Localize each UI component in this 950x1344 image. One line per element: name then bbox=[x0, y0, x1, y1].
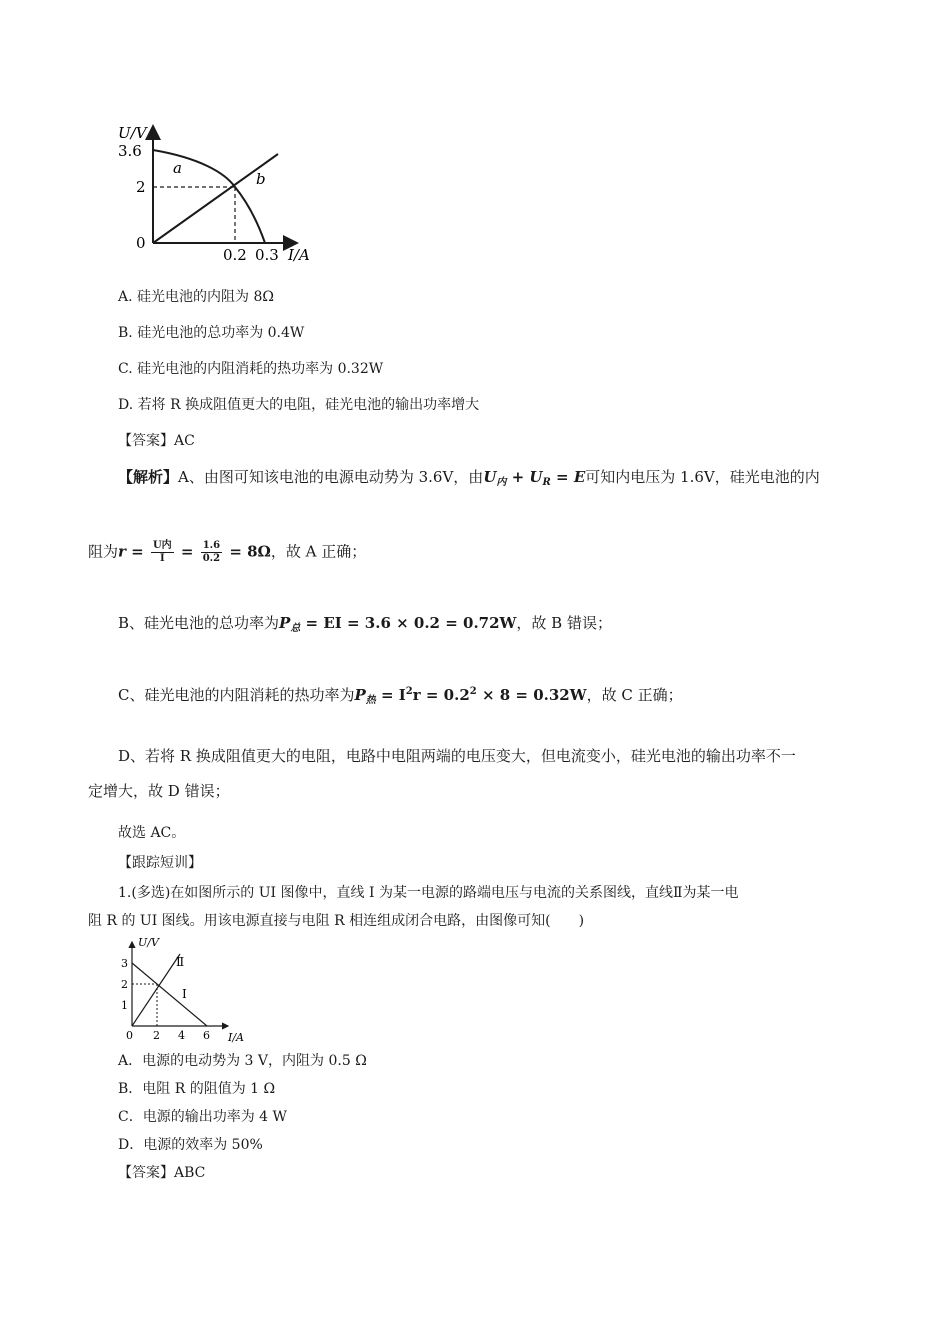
y-axis-label: U/V bbox=[118, 124, 147, 142]
q2-option-d: D．电源的效率为 50% bbox=[118, 1137, 263, 1153]
eq-p: P bbox=[279, 614, 291, 632]
eq-u: U bbox=[483, 468, 497, 486]
curve-a-label: a bbox=[173, 159, 182, 177]
analysis-a-text1: A、由图可知该电池的电源电动势为 3.6V，由 bbox=[178, 468, 484, 486]
x-tick-2: 2 bbox=[153, 1029, 160, 1042]
q1-answer: 【答案】AC bbox=[118, 433, 195, 449]
frac1-den: I bbox=[159, 553, 165, 564]
x-tick-0-3: 0.3 bbox=[255, 246, 279, 264]
eq-c-sup2: 2 bbox=[469, 686, 477, 697]
eq-u-sub: 内 bbox=[496, 477, 507, 488]
frac2-den: 0.2 bbox=[202, 553, 221, 564]
frac-values bbox=[201, 540, 222, 565]
analysis-d-line1: D、若将 R 换成阻值更大的电阻，电路中电阻两端的电压变大，但电流变小，硅光电池的输出功率不一 bbox=[118, 747, 796, 765]
eq-pc: P bbox=[354, 686, 366, 704]
q1-option-c: C. 硅光电池的内阻消耗的热功率为 0.32W bbox=[118, 361, 384, 377]
figure-solar-cell-ui-graph bbox=[110, 118, 340, 268]
line-II bbox=[132, 954, 180, 1026]
eq-c2: r = 0.2 bbox=[412, 686, 470, 704]
curve-a bbox=[153, 150, 265, 243]
analysis-a-text2: 可知内电压为 1.6V，硅光电池的内 bbox=[585, 468, 820, 486]
line-I-label: Ⅰ bbox=[182, 987, 187, 1001]
eq-b: = EI = 3.6 × 0.2 = 0.72W bbox=[300, 614, 517, 632]
origin-label: 0 bbox=[136, 234, 146, 252]
frac-u-over-i bbox=[151, 540, 174, 565]
y-tick-1: 1 bbox=[121, 999, 128, 1012]
analysis-a-line2 bbox=[88, 540, 366, 565]
eq-c1: = I bbox=[375, 686, 406, 704]
q1-option-b: B. 硅光电池的总功率为 0.4W bbox=[118, 325, 305, 341]
y-tick-2b: 2 bbox=[121, 978, 128, 991]
y-axis-label-2: U/V bbox=[138, 936, 159, 949]
y-tick-3-6: 3.6 bbox=[118, 142, 142, 160]
a-line2-post: ，故 A 正确； bbox=[270, 542, 367, 561]
eq-p-sub: 总 bbox=[290, 623, 301, 634]
x-tick-4: 4 bbox=[178, 1029, 185, 1042]
b-pre: B、硅光电池的总功率为 bbox=[118, 614, 280, 632]
b-post: ，故 B 错误； bbox=[516, 614, 612, 632]
eq-ur: + U bbox=[506, 468, 543, 486]
x-tick-0-2: 0.2 bbox=[223, 246, 247, 264]
analysis-a-line1 bbox=[118, 466, 820, 488]
a-line2-pre: 阻为 bbox=[88, 542, 119, 561]
eq-pc-sub: 热 bbox=[365, 695, 376, 706]
q2-answer: 【答案】ABC bbox=[118, 1165, 206, 1181]
x-axis-label: I/A bbox=[288, 246, 310, 264]
analysis-c bbox=[118, 684, 683, 706]
analysis-label: 【解析】 bbox=[118, 468, 179, 486]
c-pre: C、硅光电池的内阻消耗的热功率为 bbox=[118, 686, 355, 704]
figure-ui-lines bbox=[118, 934, 258, 1044]
line-II-label: Ⅱ bbox=[176, 955, 185, 969]
frac2-num: 1.6 bbox=[202, 540, 221, 551]
eq-8ohm: = 8Ω bbox=[224, 542, 271, 561]
line-b-label: b bbox=[256, 170, 266, 188]
q2-option-c: C．电源的输出功率为 4 W bbox=[118, 1109, 287, 1125]
q2-option-a: A．电源的电动势为 3 V，内阻为 0.5 Ω bbox=[118, 1053, 367, 1069]
eq-ur-sub: R bbox=[542, 477, 551, 488]
followup-heading: 【跟踪短训】 bbox=[118, 855, 202, 871]
eq-c-sup1: 2 bbox=[405, 686, 413, 697]
c-post: ，故 C 正确； bbox=[586, 686, 683, 704]
x-tick-0: 0 bbox=[126, 1029, 133, 1042]
analysis-b bbox=[118, 612, 612, 634]
line-I bbox=[132, 963, 207, 1026]
y-tick-2: 2 bbox=[136, 178, 146, 196]
followup-question-line1: 1.(多选)在如图所示的 UI 图像中，直线 Ⅰ 为某一电源的路端电压与电流的关系图线，直线Ⅱ为某一电 bbox=[118, 885, 739, 901]
eq-mid: = bbox=[175, 542, 199, 561]
x-axis-label-2: I/A bbox=[228, 1031, 244, 1044]
q1-option-a: A. 硅光电池的内阻为 8Ω bbox=[118, 289, 274, 305]
q2-option-b: B．电阻 R 的阻值为 1 Ω bbox=[118, 1081, 276, 1097]
analysis-d-line2: 定增大，故 D 错误； bbox=[88, 782, 230, 800]
conclusion: 故选 AC。 bbox=[118, 825, 186, 841]
followup-question-line2: 阻 R 的 UI 图线。用该电源直接与电阻 R 相连组成闭合电路，由图像可知( ) bbox=[88, 913, 585, 929]
eq-e: = E bbox=[550, 468, 586, 486]
frac1-num: U内 bbox=[152, 540, 172, 551]
y-tick-3: 3 bbox=[121, 957, 128, 970]
x-tick-6: 6 bbox=[203, 1029, 210, 1042]
eq-r: r = bbox=[118, 542, 149, 561]
q1-option-d: D. 若将 R 换成阻值更大的电阻，硅光电池的输出功率增大 bbox=[118, 397, 480, 413]
eq-c3: × 8 = 0.32W bbox=[476, 686, 587, 704]
